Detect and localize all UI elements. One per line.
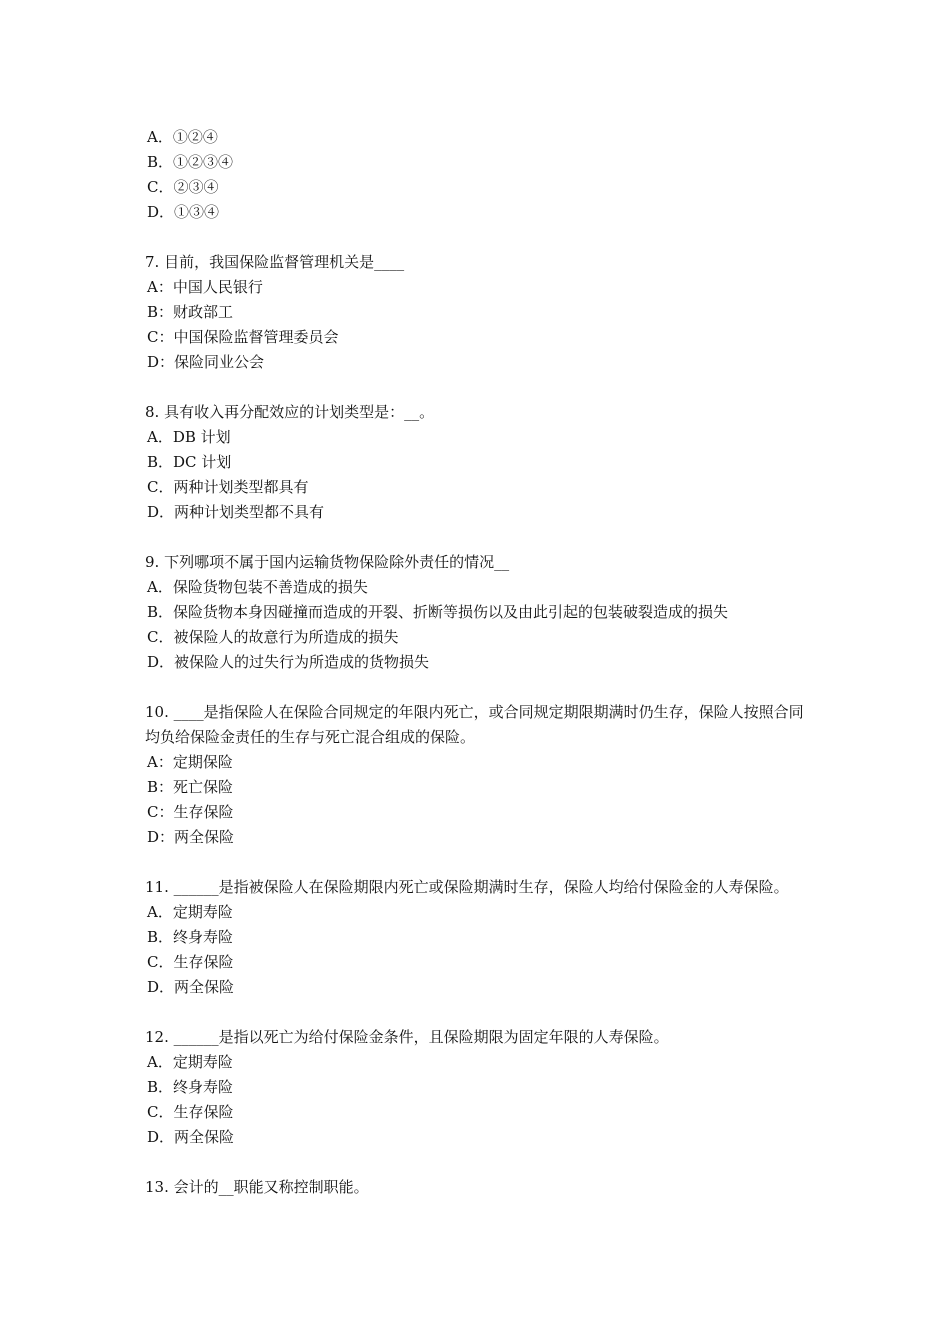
question-11 (145, 875, 815, 1000)
question-10 (145, 700, 815, 850)
option-c (145, 950, 815, 975)
option-d (145, 825, 815, 850)
option-c (145, 325, 815, 350)
option-c (145, 800, 815, 825)
option-text: 定期保险 (172, 753, 233, 771)
option-label: C． (147, 478, 174, 496)
option-a (145, 750, 815, 775)
option-label: B． (147, 928, 174, 946)
option-label: D． (147, 203, 175, 221)
option-label: A． (147, 428, 173, 446)
option-text: 生存保险 (173, 803, 234, 821)
option-a (145, 575, 815, 600)
page-content (145, 125, 815, 1225)
question-8 (145, 400, 815, 525)
option-label: D： (147, 353, 175, 371)
option-d (145, 350, 815, 375)
option-label: B： (147, 303, 174, 321)
option-label: A． (147, 578, 173, 596)
question-stem: 10. ____是指保险人在保险合同规定的年限内死亡，或合同规定期限期满时仍生存，保险人按照合同均负给保险金责任的生存与死亡混合组成的保险。 (145, 703, 804, 746)
question-stem: 12. ______是指以死亡为给付保险金条件，且保险期限为固定年限的人寿保险。 (145, 1028, 669, 1046)
option-text: 两种计划类型都具有 (173, 478, 309, 496)
question-stem: 9. 下列哪项不属于国内运输货物保险除外责任的情况__ (145, 553, 510, 571)
option-label: C： (147, 328, 174, 346)
option-text: 终身寿险 (173, 1078, 234, 1096)
option-text: 中国保险监督管理委员会 (173, 328, 339, 346)
option-label: B． (147, 1078, 174, 1096)
option-text: ①②③④ (173, 153, 234, 171)
option-label: A． (147, 903, 173, 921)
option-label: C． (147, 953, 174, 971)
option-a (145, 1050, 815, 1075)
option-text: 终身寿险 (173, 928, 234, 946)
option-b (145, 300, 815, 325)
option-label: C． (147, 178, 174, 196)
option-text: 保险同业公会 (174, 353, 265, 371)
option-text: 保险货物包装不善造成的损失 (172, 578, 368, 596)
option-b (145, 925, 815, 950)
option-a (145, 425, 815, 450)
option-b (145, 150, 815, 175)
question-9 (145, 550, 815, 675)
option-text: 死亡保险 (173, 778, 234, 796)
option-d (145, 650, 815, 675)
option-text: DB 计划 (172, 428, 231, 446)
option-label: D． (147, 653, 175, 671)
option-text: ①③④ (174, 203, 220, 221)
option-label: B． (147, 153, 174, 171)
option-label: D： (147, 828, 175, 846)
option-d (145, 975, 815, 1000)
option-label: D． (147, 503, 175, 521)
option-label: D． (147, 1128, 175, 1146)
option-b (145, 775, 815, 800)
option-text: ②③④ (173, 178, 219, 196)
option-text: 两全保险 (174, 1128, 235, 1146)
option-b (145, 600, 815, 625)
question-stem: 8. 具有收入再分配效应的计划类型是：__。 (145, 403, 435, 421)
option-d (145, 500, 815, 525)
option-label: C． (147, 628, 174, 646)
option-label: B． (147, 603, 174, 621)
option-text: 两全保险 (174, 828, 235, 846)
option-label: A． (147, 1053, 173, 1071)
option-text: 被保险人的故意行为所造成的损失 (173, 628, 399, 646)
option-text: 被保险人的过失行为所造成的货物损失 (174, 653, 430, 671)
option-b (145, 1075, 815, 1100)
option-text: 财政部工 (173, 303, 234, 321)
option-c (145, 625, 815, 650)
option-text: 定期寿险 (172, 903, 233, 921)
question-stem: 13. 会计的__职能又称控制职能。 (145, 1178, 369, 1196)
question-12 (145, 1025, 815, 1150)
option-text: 生存保险 (173, 953, 234, 971)
option-label: A． (147, 128, 173, 146)
option-a (145, 275, 815, 300)
option-d (145, 1125, 815, 1150)
question-stem: 11. ______是指被保险人在保险期限内死亡或保险期满时生存，保险人均给付保险金的人寿保险。 (145, 878, 789, 896)
option-label: C． (147, 1103, 174, 1121)
question-13 (145, 1175, 815, 1200)
option-a (145, 900, 815, 925)
question-7 (145, 250, 815, 375)
option-text: 生存保险 (173, 1103, 234, 1121)
option-label: C： (147, 803, 174, 821)
option-text: 定期寿险 (172, 1053, 233, 1071)
option-text: 保险货物本身因碰撞而造成的开裂、折断等损伤以及由此引起的包装破裂造成的损失 (173, 603, 729, 621)
option-c (145, 175, 815, 200)
option-text: 两全保险 (174, 978, 235, 996)
option-d (145, 200, 815, 225)
option-text: DC 计划 (173, 453, 232, 471)
option-c (145, 475, 815, 500)
option-text: ①②④ (172, 128, 218, 146)
option-b (145, 450, 815, 475)
option-a (145, 125, 815, 150)
option-text: 两种计划类型都不具有 (174, 503, 325, 521)
question-stem: 7. 目前，我国保险监督管理机关是____ (145, 253, 405, 271)
option-label: B： (147, 778, 174, 796)
continued-options (145, 125, 815, 225)
option-label: A： (147, 278, 173, 296)
option-label: A： (147, 753, 173, 771)
option-c (145, 1100, 815, 1125)
option-label: D． (147, 978, 175, 996)
option-text: 中国人民银行 (172, 278, 263, 296)
option-label: B． (147, 453, 174, 471)
